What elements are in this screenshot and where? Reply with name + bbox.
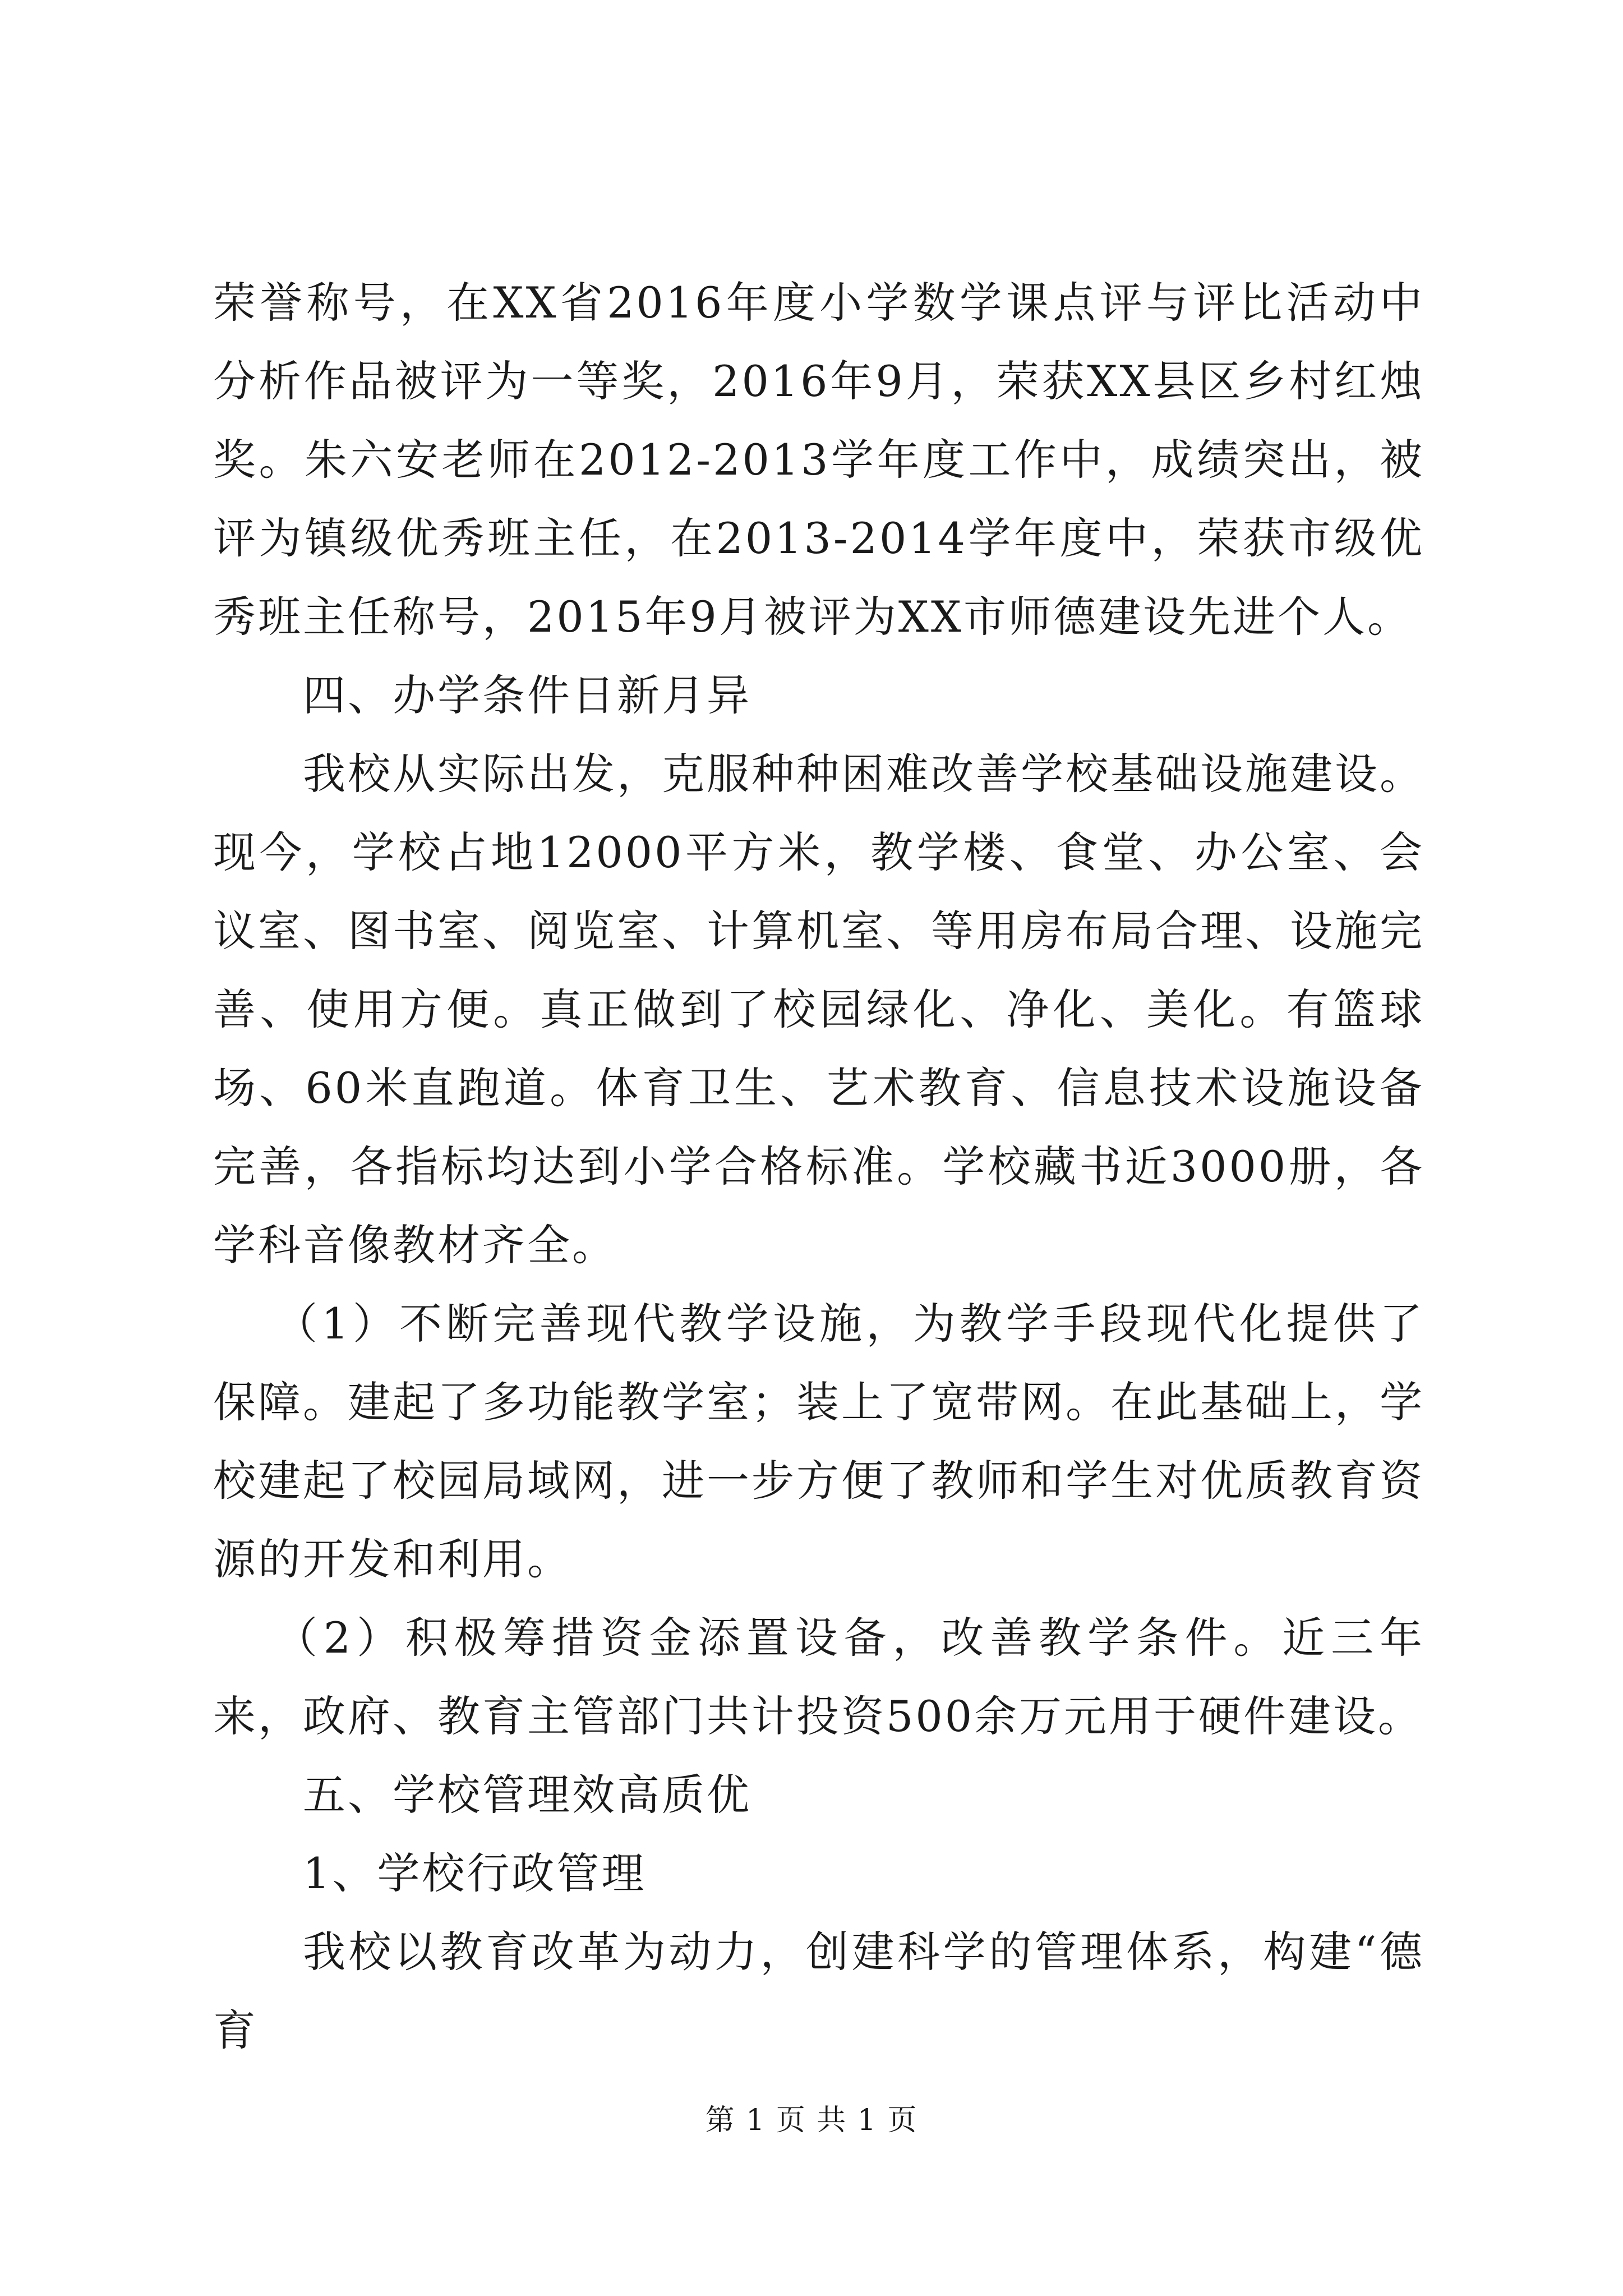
paragraph-honors: 荣誉称号，在XX省2016年度小学数学课点评与评比活动中分析作品被评为一等奖，2016年9月，荣获XX县区乡村红烛奖。朱六安老师在2012-2013学年度工作中，成绩突出，被评为镇级优秀班主任，在2013-2014学年度中，荣获市级优秀班主任称号，2015年9月被评为XX市师德建设先进个人。 [213,278,1424,642]
section-heading-conditions: 四、办学条件日新月异 [303,670,751,720]
page-number-footer: 第 1 页 共 1 页 [705,2104,918,2137]
document-body [213,264,1424,2070]
paragraph-admin: 我校以教育改革为动力，创建科学的管理体系，构建“德育 [213,1927,1424,2055]
paragraph-item-2: （2）积极筹措资金添置设备，改善教学条件。近三年来，政府、教育主管部门共计投资500余万元用于硬件建设。 [213,1613,1424,1741]
subsection-heading-admin: 1、学校行政管理 [303,1848,647,1898]
paragraph-item-1: （1）不断完善现代教学设施，为教学手段现代化提供了保障。建起了多功能教学室；装上了宽带网。在此基础上，学校建起了校园局域网，进一步方便了教师和学生对优质教育资源的开发和利用。 [213,1299,1424,1584]
section-heading-management: 五、学校管理效高质优 [303,1770,751,1820]
paragraph-facilities: 我校从实际出发，克服种种困难改善学校基础设施建设。现今，学校占地12000平方米，教学楼、食堂、办公室、会议室、图书室、阅览室、计算机室、等用房布局合理、设施完善、使用方便。真正做到了校园绿化、净化、美化。有篮球场、60米直跑道。体育卫生、艺术教育、信息技术设施设备完善，各指标均达到小学合格标准。学校藏书近3000册，各学科音像教材齐全。 [213,749,1424,1270]
